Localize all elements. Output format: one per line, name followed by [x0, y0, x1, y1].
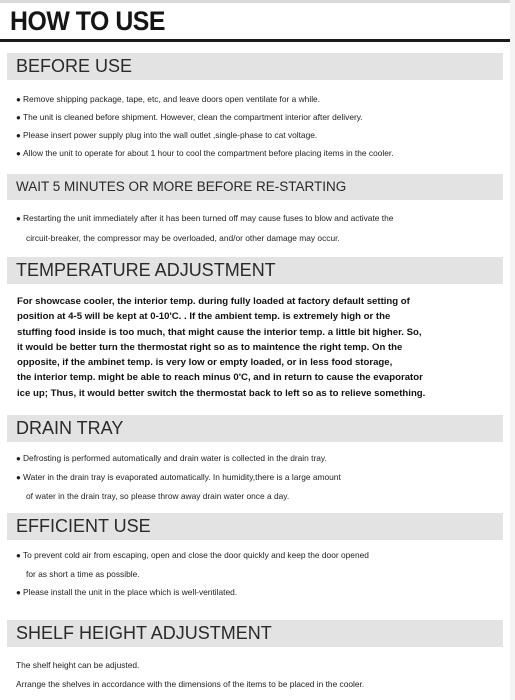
section-heading: BEFORE USE [16, 56, 133, 76]
list-item-text: Please insert power supply plug into the wall outlet ,single-phase to cat voltage. [23, 130, 318, 140]
section-heading: EFFICIENT USE [16, 516, 151, 536]
list-item [16, 471, 506, 484]
list-item-text: To prevent cold air from escaping, open and close the door quickly and keep the door opened [23, 550, 369, 560]
list-item [16, 93, 506, 106]
list-item [16, 111, 506, 124]
bullet-icon: ● [16, 588, 21, 597]
list-item [16, 147, 506, 160]
section-header-temperature [7, 257, 503, 284]
list-item [16, 586, 506, 599]
bullet-icon: ● [16, 95, 21, 104]
temperature-paragraph [17, 294, 507, 401]
bullet-icon: ● [16, 214, 21, 223]
list-item-text: Allow the unit to operate for about 1 hour to cool the compartment before placing items in the cooler. [23, 148, 394, 158]
list-item-text: Restarting the unit immediately after it has been turned off may cause fuses to blow and activate the [23, 213, 394, 223]
paragraph-line: opposite, if the ambinet temp. is very low or empty loaded, or in less food storage, [17, 357, 393, 369]
paragraph-line: it would be better turn the thermostat right so as to maintence the right temp. On the [17, 341, 403, 353]
section-heading: TEMPERATURE ADJUSTMENT [16, 260, 276, 280]
section-heading: WAIT 5 MINUTES OR MORE BEFORE RE-STARTING [16, 179, 347, 194]
bullet-icon: ● [16, 149, 21, 158]
list-item-continuation: circuit-breaker, the compressor may be overloaded, and/or other damage may occur. [26, 233, 340, 243]
paragraph-line: ice up; Thus, it would better switch the thermostat back to left so as to relieve something. [17, 387, 426, 399]
list-item-text: Please install the unit in the place which is well-ventilated. [23, 587, 238, 597]
list-item-text: Defrosting is performed automatically and drain water is collected in the drain tray. [23, 453, 327, 463]
list-item [16, 549, 506, 562]
paragraph-line: position at 4-5 will be kept at 0-10'C. . If the ambient temp. is extremely high or the [17, 311, 391, 323]
title-rule [0, 39, 515, 42]
list-item-continuation: of water in the drain tray, so please throw away drain water once a day. [26, 491, 290, 501]
bullet-icon: ● [16, 131, 21, 140]
list-item [16, 129, 506, 142]
section-heading: DRAIN TRAY [16, 418, 124, 438]
right-edge-strip [510, 0, 515, 700]
section-header-before-use [7, 53, 503, 80]
bullet-icon: ● [16, 473, 21, 482]
list-item-text: The unit is cleaned before shipment. However, clean the compartment interior after delivery. [23, 112, 363, 122]
list-item [16, 452, 506, 465]
section-heading: SHELF HEIGHT ADJUSTMENT [16, 623, 272, 643]
paragraph-line: the interior temp. might be able to reach minus 0'C, and in return to cause the evaporator [17, 372, 423, 384]
list-item-text: Water in the drain tray is evaporated automatically. In humidity,there is a large amount [23, 472, 341, 482]
list-item-continuation: for as short a time as possible. [26, 569, 140, 579]
section-header-shelf-height [7, 620, 503, 647]
top-rule [0, 0, 515, 3]
list-item [16, 212, 506, 225]
paragraph-line: For showcase cooler, the interior temp. during fully loaded at factory default setting of [17, 296, 410, 307]
bullet-icon: ● [16, 454, 21, 463]
text-line: The shelf height can be adjusted. [16, 660, 140, 670]
list-item-text: Remove shipping package, tape, etc, and leave doors open ventilate for a while. [23, 94, 321, 104]
page-title: HOW TO USE [10, 6, 166, 36]
paragraph-line: stuffing food inside is too much, that might cause the interior temp. a little bit higher. So, [17, 326, 422, 338]
section-header-drain-tray [7, 415, 503, 442]
section-header-wait [7, 174, 503, 200]
bullet-icon: ● [16, 113, 21, 122]
text-line: Arrange the shelves in accordance with the dimensions of the items to be placed in the cooler. [16, 679, 365, 689]
section-header-efficient-use [7, 513, 503, 540]
bullet-icon: ● [16, 551, 21, 560]
